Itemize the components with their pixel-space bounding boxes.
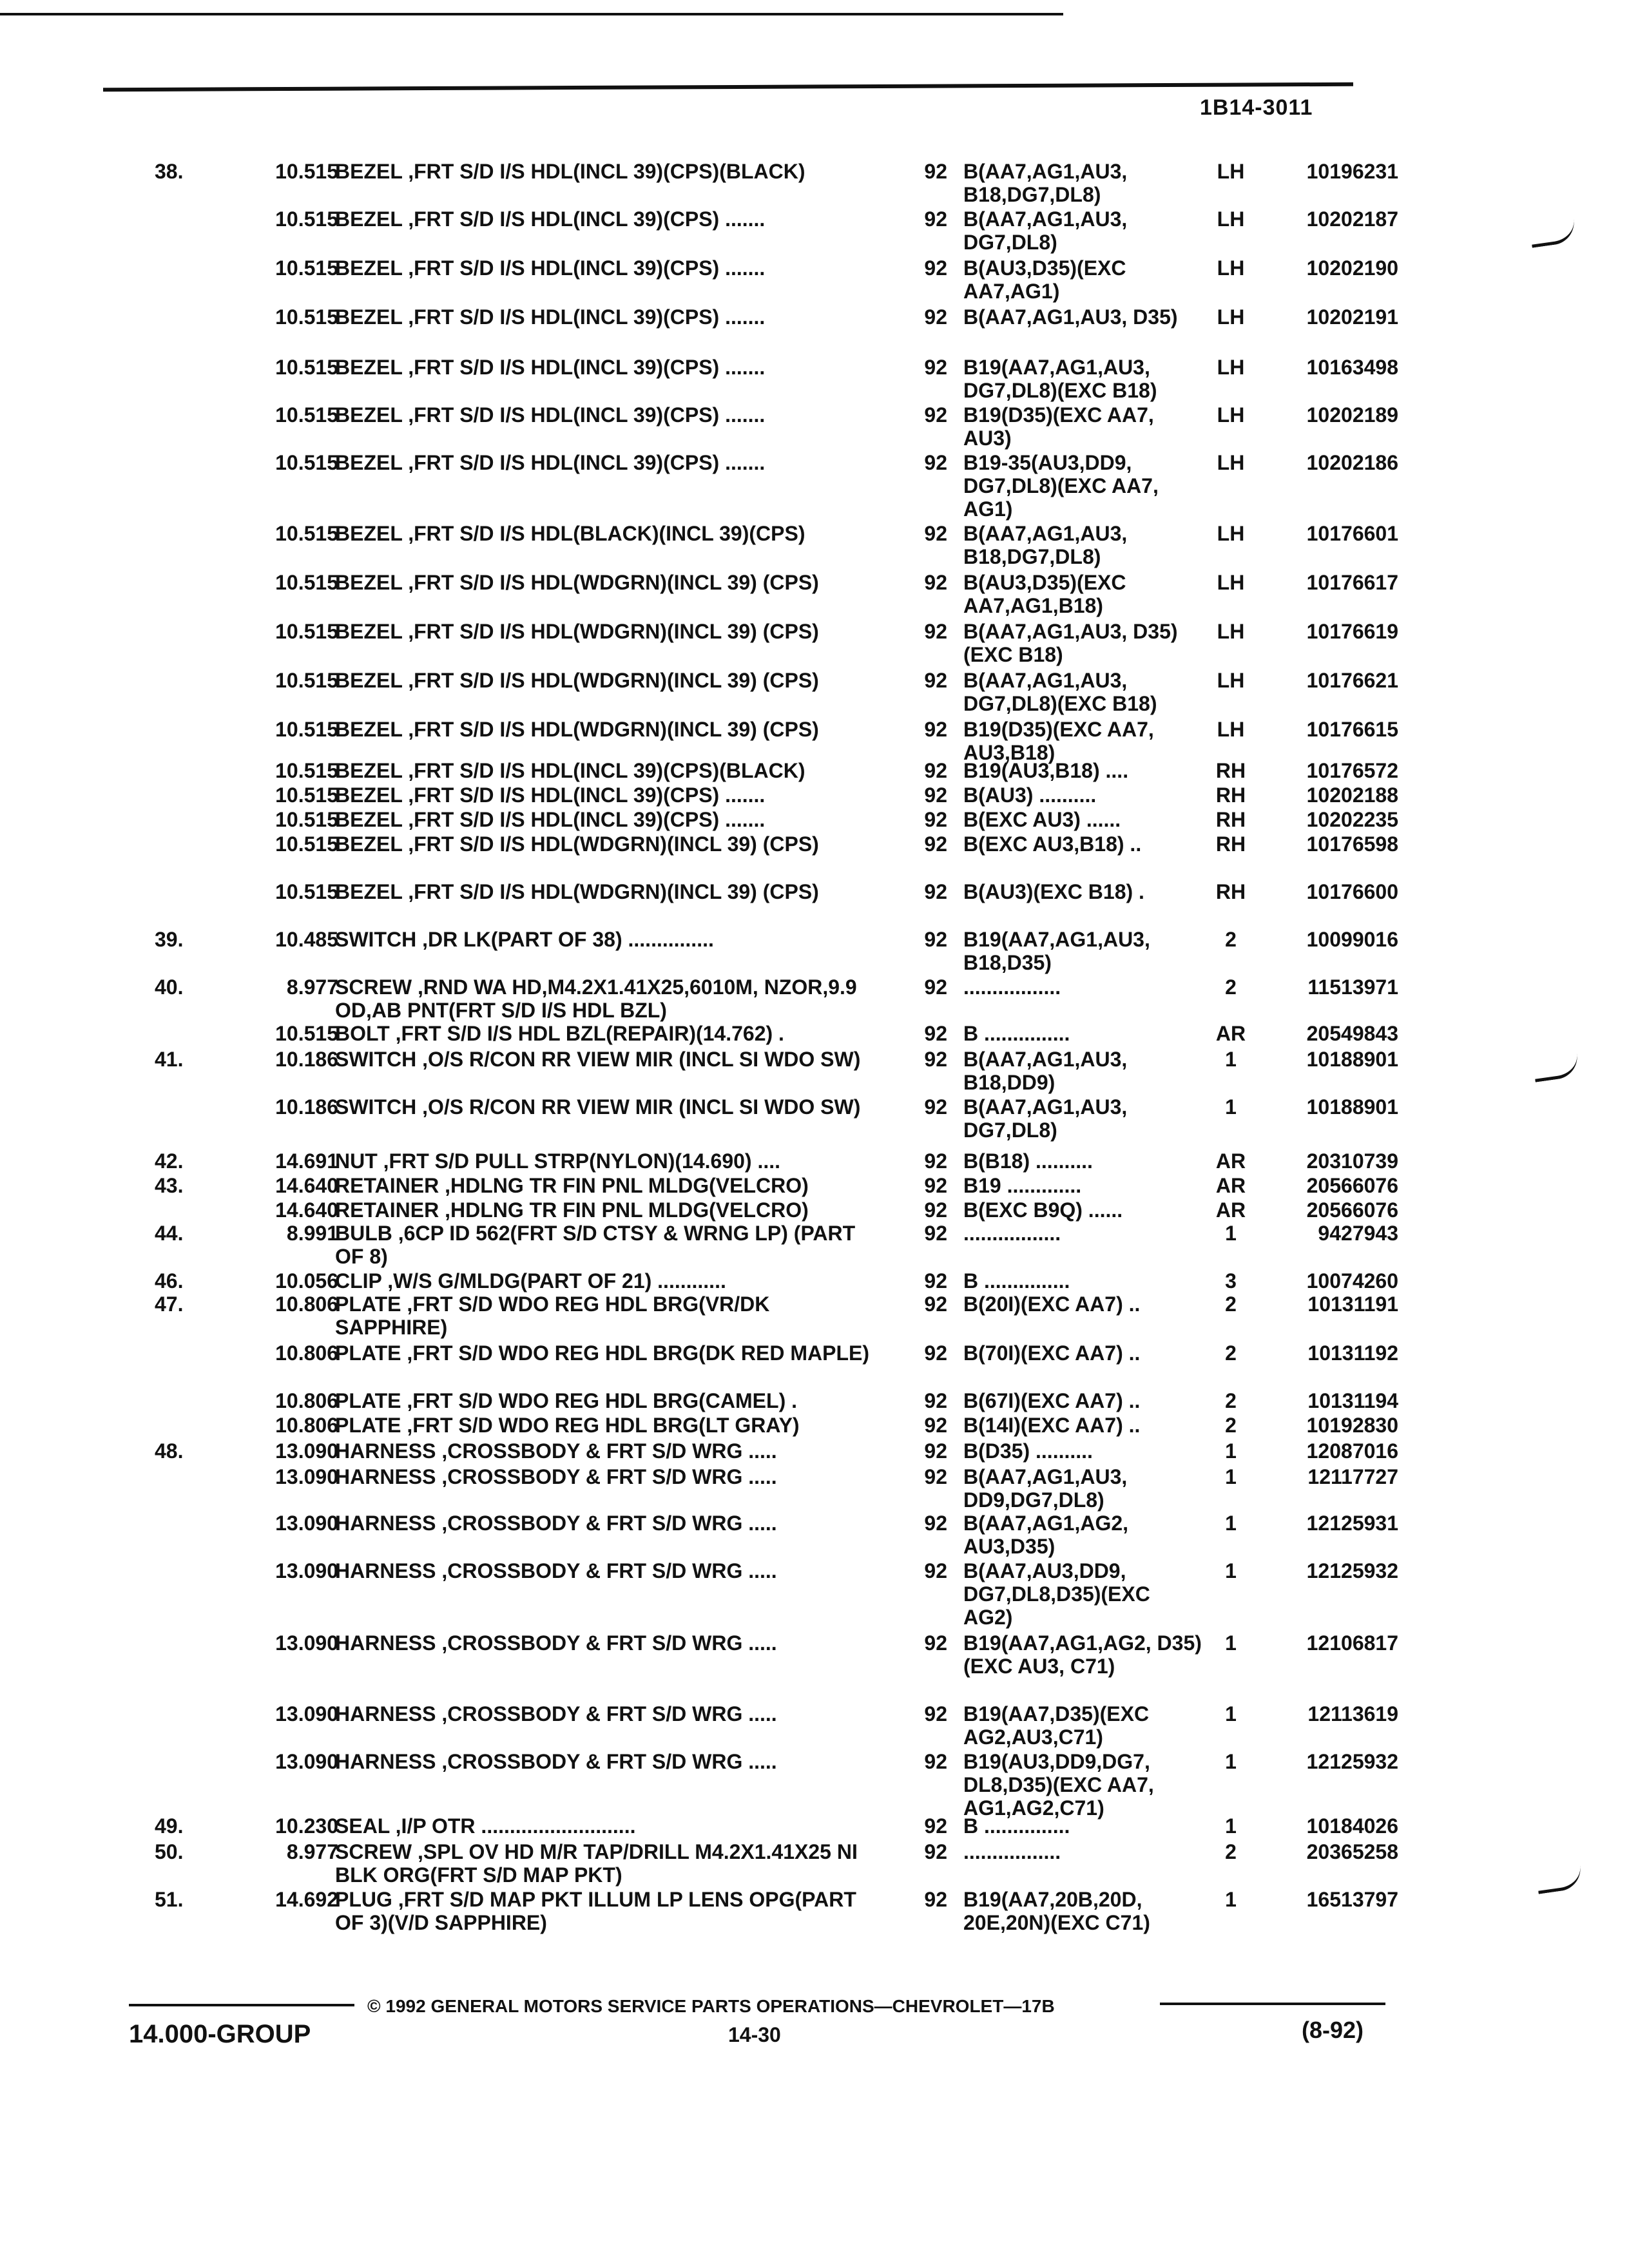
usage-code: B(AU3)(EXC B18) . <box>963 880 1144 903</box>
usage-code: B19(AA7,D35)(EXC AG2,AU3,C71) <box>963 1702 1150 1749</box>
part-description: SWITCH ,O/S R/CON RR VIEW MIR (INCL SI WDO SW) <box>335 1048 861 1071</box>
model-year: 92 <box>924 1048 947 1071</box>
part-number: 10196231 <box>1306 160 1398 183</box>
group-number: 10.056 <box>275 1269 338 1293</box>
part-number: 12125931 <box>1306 1512 1398 1535</box>
part-description: BEZEL ,FRT S/D I/S HDL(INCL 39)(CPS) ....... <box>335 403 766 427</box>
group-number: 10.515 <box>275 356 338 379</box>
part-description: SEAL ,I/P OTR ........................... <box>335 1814 636 1838</box>
group-number: 10.515 <box>275 160 338 183</box>
part-description: HARNESS ,CROSSBODY & FRT S/D WRG ..... <box>335 1465 777 1488</box>
index-number: 40. <box>155 975 184 999</box>
copyright-line: © 1992 GENERAL MOTORS SERVICE PARTS OPERATIONS—CHEVROLET—17B <box>367 1996 1055 2016</box>
quantity: AR <box>1215 1022 1246 1045</box>
part-description: CLIP ,W/S G/MLDG(PART OF 21) ............ <box>335 1269 726 1293</box>
quantity: 1 <box>1225 1439 1237 1463</box>
quantity: 3 <box>1225 1269 1237 1293</box>
part-number: 10176601 <box>1306 522 1398 545</box>
model-year: 92 <box>924 1465 947 1488</box>
part-description: BEZEL ,FRT S/D I/S HDL(WDGRN)(INCL 39) (CPS) <box>335 718 819 741</box>
usage-code: B(EXC AU3,B18) .. <box>963 832 1142 856</box>
group-number: 14.692 <box>275 1888 338 1911</box>
usage-code: B(AU3) .......... <box>963 783 1097 807</box>
quantity: 2 <box>1225 1414 1237 1437</box>
usage-code: ................. <box>963 1840 1061 1863</box>
usage-code: B(20I)(EXC AA7) .. <box>963 1293 1141 1316</box>
index-number: 39. <box>155 928 184 951</box>
index-number: 43. <box>155 1174 184 1197</box>
quantity: LH <box>1217 669 1245 692</box>
model-year: 92 <box>924 1888 947 1911</box>
usage-code: B(D35) .......... <box>963 1439 1093 1463</box>
part-number: 10202187 <box>1306 207 1398 231</box>
index-number: 47. <box>155 1293 184 1316</box>
quantity: 2 <box>1225 1840 1237 1863</box>
quantity: 2 <box>1225 975 1237 999</box>
model-year: 92 <box>924 759 947 782</box>
group-label: 14.000-GROUP <box>129 2020 311 2048</box>
group-number: 8.991 <box>286 1222 338 1245</box>
quantity: 1 <box>1225 1512 1237 1535</box>
quantity: RH <box>1215 759 1246 782</box>
model-year: 92 <box>924 571 947 594</box>
part-description: BEZEL ,FRT S/D I/S HDL(BLACK)(INCL 39)(CPS) <box>335 522 805 545</box>
part-number: 20566076 <box>1306 1198 1398 1222</box>
part-description: HARNESS ,CROSSBODY & FRT S/D WRG ..... <box>335 1512 777 1535</box>
part-description: PLATE ,FRT S/D WDO REG HDL BRG(LT GRAY) <box>335 1414 800 1437</box>
model-year: 92 <box>924 718 947 741</box>
part-number: 20566076 <box>1306 1174 1398 1197</box>
group-number: 10.515 <box>275 880 338 903</box>
quantity: RH <box>1215 808 1246 831</box>
model-year: 92 <box>924 783 947 807</box>
model-year: 92 <box>924 1149 947 1173</box>
part-number: 10131194 <box>1307 1389 1398 1412</box>
group-number: 10.515 <box>275 522 338 545</box>
model-year: 92 <box>924 1559 947 1582</box>
model-year: 92 <box>924 975 947 999</box>
group-number: 10.485 <box>275 928 338 951</box>
group-number: 10.515 <box>275 620 338 643</box>
usage-code: B19(AA7,20B,20D, 20E,20N)(EXC C71) <box>963 1888 1150 1934</box>
model-year: 92 <box>924 1414 947 1437</box>
part-description: BEZEL ,FRT S/D I/S HDL(WDGRN)(INCL 39) (CPS) <box>335 832 819 856</box>
part-description: BEZEL ,FRT S/D I/S HDL(INCL 39)(CPS)(BLACK) <box>335 160 805 183</box>
group-number: 10.515 <box>275 759 338 782</box>
part-description: BULB ,6CP ID 562(FRT S/D CTSY & WRNG LP) (PART OF 8) <box>335 1222 856 1268</box>
part-number: 12106817 <box>1306 1631 1398 1655</box>
part-description: HARNESS ,CROSSBODY & FRT S/D WRG ..... <box>335 1559 777 1582</box>
quantity: 1 <box>1225 1559 1237 1582</box>
part-number: 10163498 <box>1306 356 1398 379</box>
usage-code: B19-35(AU3,DD9, DG7,DL8)(EXC AA7, AG1) <box>963 451 1159 521</box>
group-number: 10.515 <box>275 669 338 692</box>
part-description: BEZEL ,FRT S/D I/S HDL(WDGRN)(INCL 39) (CPS) <box>335 669 819 692</box>
margin-mark <box>1536 1865 1583 1894</box>
model-year: 92 <box>924 1022 947 1045</box>
part-number: 10176598 <box>1306 832 1398 856</box>
model-year: 92 <box>924 1341 947 1365</box>
footer-rule-right <box>1160 2003 1385 2005</box>
part-description: BEZEL ,FRT S/D I/S HDL(WDGRN)(INCL 39) (CPS) <box>335 880 819 903</box>
usage-code: B(67I)(EXC AA7) .. <box>963 1389 1141 1412</box>
part-number: 12125932 <box>1306 1559 1398 1582</box>
quantity: LH <box>1217 571 1245 594</box>
part-description: BEZEL ,FRT S/D I/S HDL(INCL 39)(CPS) ....... <box>335 356 766 379</box>
usage-code: B19(D35)(EXC AA7, AU3,B18) <box>963 718 1154 764</box>
part-description: BEZEL ,FRT S/D I/S HDL(INCL 39)(CPS) ....... <box>335 783 766 807</box>
part-number: 12113619 <box>1307 1702 1398 1725</box>
group-number: 14.640 <box>275 1174 338 1197</box>
model-year: 92 <box>924 356 947 379</box>
group-number: 13.090 <box>275 1559 338 1582</box>
quantity: LH <box>1217 160 1245 183</box>
quantity: 2 <box>1225 1389 1237 1412</box>
usage-code: B(AA7,AG1,AU3, DD9,DG7,DL8) <box>963 1465 1128 1512</box>
quantity: 2 <box>1225 928 1237 951</box>
usage-code: B(70I)(EXC AA7) .. <box>963 1341 1141 1365</box>
part-number: 10202190 <box>1306 256 1398 280</box>
part-number: 10202191 <box>1306 305 1398 329</box>
part-description: SCREW ,RND WA HD,M4.2X1.41X25,6010M, NZOR,9.9 OD,AB PNT(FRT S/D I/S HDL BZL) <box>335 975 857 1022</box>
quantity: RH <box>1215 832 1246 856</box>
part-description: HARNESS ,CROSSBODY & FRT S/D WRG ..... <box>335 1702 777 1725</box>
part-number: 10188901 <box>1306 1095 1398 1119</box>
part-number: 10099016 <box>1306 928 1398 951</box>
model-year: 92 <box>924 403 947 427</box>
quantity: 1 <box>1225 1048 1237 1071</box>
part-number: 10176572 <box>1306 759 1398 782</box>
revision-date: (8-92) <box>1302 2017 1364 2043</box>
part-number: 10184026 <box>1306 1814 1398 1838</box>
part-description: NUT ,FRT S/D PULL STRP(NYLON)(14.690) .... <box>335 1149 781 1173</box>
model-year: 92 <box>924 832 947 856</box>
model-year: 92 <box>924 620 947 643</box>
usage-code: B(AA7,AG1,AU3, DG7,DL8) <box>963 1095 1128 1142</box>
usage-code: ................. <box>963 975 1061 999</box>
group-number: 10.806 <box>275 1293 338 1316</box>
model-year: 92 <box>924 1750 947 1773</box>
model-year: 92 <box>924 1814 947 1838</box>
usage-code: B(AA7,AG1,AU3, D35) <box>963 305 1178 329</box>
usage-code: B19 ............. <box>963 1174 1082 1197</box>
model-year: 92 <box>924 1840 947 1863</box>
quantity: 1 <box>1225 1095 1237 1119</box>
usage-code: B19(D35)(EXC AA7, AU3) <box>963 403 1154 450</box>
group-number: 10.186 <box>275 1048 338 1071</box>
group-number: 10.186 <box>275 1095 338 1119</box>
usage-code: B(AA7,AU3,DD9, DG7,DL8,D35)(EXC AG2) <box>963 1559 1150 1629</box>
part-description: HARNESS ,CROSSBODY & FRT S/D WRG ..... <box>335 1439 777 1463</box>
index-number: 48. <box>155 1439 184 1463</box>
model-year: 92 <box>924 1631 947 1655</box>
group-number: 10.515 <box>275 403 338 427</box>
part-number: 10176619 <box>1306 620 1398 643</box>
group-number: 10.515 <box>275 1022 338 1045</box>
part-number: 10176600 <box>1306 880 1398 903</box>
group-number: 10.806 <box>275 1341 338 1365</box>
quantity: 1 <box>1225 1631 1237 1655</box>
group-number: 8.977 <box>286 1840 338 1863</box>
part-description: BEZEL ,FRT S/D I/S HDL(INCL 39)(CPS) ....... <box>335 451 766 474</box>
model-year: 92 <box>924 1198 947 1222</box>
quantity: AR <box>1215 1149 1246 1173</box>
part-number: 12125932 <box>1306 1750 1398 1773</box>
usage-code: B ............... <box>963 1022 1070 1045</box>
group-number: 10.515 <box>275 256 338 280</box>
group-number: 13.090 <box>275 1631 338 1655</box>
page-number: 14-30 <box>728 2023 781 2046</box>
model-year: 92 <box>924 207 947 231</box>
part-description: PLATE ,FRT S/D WDO REG HDL BRG(VR/DK SAPPHIRE) <box>335 1293 770 1339</box>
usage-code: B(AA7,AG1,AG2, AU3,D35) <box>963 1512 1129 1558</box>
part-description: BEZEL ,FRT S/D I/S HDL(WDGRN)(INCL 39) (CPS) <box>335 571 819 594</box>
part-number: 10202186 <box>1306 451 1398 474</box>
header-rule <box>103 82 1353 91</box>
part-description: BEZEL ,FRT S/D I/S HDL(INCL 39)(CPS)(BLACK) <box>335 759 805 782</box>
model-year: 92 <box>924 1702 947 1725</box>
group-number: 14.640 <box>275 1198 338 1222</box>
quantity: LH <box>1217 451 1245 474</box>
part-description: BEZEL ,FRT S/D I/S HDL(WDGRN)(INCL 39) (CPS) <box>335 620 819 643</box>
model-year: 92 <box>924 1222 947 1245</box>
model-year: 92 <box>924 1512 947 1535</box>
usage-code: B19(AU3,B18) .... <box>963 759 1129 782</box>
usage-code: B19(AA7,AG1,AU3, DG7,DL8)(EXC B18) <box>963 356 1157 402</box>
index-number: 49. <box>155 1814 184 1838</box>
usage-code: B(AA7,AG1,AU3, B18,DD9) <box>963 1048 1128 1094</box>
part-number: 10202235 <box>1306 808 1398 831</box>
part-description: BEZEL ,FRT S/D I/S HDL(INCL 39)(CPS) ....... <box>335 305 766 329</box>
part-description: PLATE ,FRT S/D WDO REG HDL BRG(CAMEL) . <box>335 1389 797 1412</box>
group-number: 10.806 <box>275 1389 338 1412</box>
usage-code: B19(AA7,AG1,AU3, B18,D35) <box>963 928 1150 974</box>
group-number: 10.515 <box>275 832 338 856</box>
model-year: 92 <box>924 1293 947 1316</box>
quantity: LH <box>1217 207 1245 231</box>
part-description: BEZEL ,FRT S/D I/S HDL(INCL 39)(CPS) ....... <box>335 256 766 280</box>
model-year: 92 <box>924 880 947 903</box>
part-description: BEZEL ,FRT S/D I/S HDL(INCL 39)(CPS) ....... <box>335 808 766 831</box>
quantity: 1 <box>1225 1222 1237 1245</box>
usage-code: ................. <box>963 1222 1061 1245</box>
model-year: 92 <box>924 1389 947 1412</box>
part-number: 10131191 <box>1307 1293 1398 1316</box>
model-year: 92 <box>924 1174 947 1197</box>
group-number: 10.515 <box>275 451 338 474</box>
usage-code: B(AU3,D35)(EXC AA7,AG1,B18) <box>963 571 1126 617</box>
part-number: 10176621 <box>1306 669 1398 692</box>
model-year: 92 <box>924 808 947 831</box>
model-year: 92 <box>924 669 947 692</box>
group-number: 8.977 <box>286 975 338 999</box>
usage-code: B ............... <box>963 1269 1070 1293</box>
usage-code: B(B18) .......... <box>963 1149 1093 1173</box>
quantity: 2 <box>1225 1293 1237 1316</box>
quantity: RH <box>1215 783 1246 807</box>
model-year: 92 <box>924 522 947 545</box>
model-year: 92 <box>924 1095 947 1119</box>
part-number: 10188901 <box>1306 1048 1398 1071</box>
part-number: 10131192 <box>1307 1341 1398 1365</box>
index-number: 46. <box>155 1269 184 1293</box>
quantity: 1 <box>1225 1888 1237 1911</box>
part-description: HARNESS ,CROSSBODY & FRT S/D WRG ..... <box>335 1750 777 1773</box>
group-number: 13.090 <box>275 1702 338 1725</box>
catalog-code: 1B14-3011 <box>1200 95 1313 120</box>
group-number: 10.515 <box>275 783 338 807</box>
index-number: 41. <box>155 1048 184 1071</box>
quantity: LH <box>1217 522 1245 545</box>
usage-code: B(14I)(EXC AA7) .. <box>963 1414 1141 1437</box>
quantity: LH <box>1217 356 1245 379</box>
usage-code: B(AA7,AG1,AU3, DG7,DL8) <box>963 207 1128 254</box>
model-year: 92 <box>924 1439 947 1463</box>
group-number: 10.515 <box>275 305 338 329</box>
usage-code: B(AA7,AG1,AU3, B18,DG7,DL8) <box>963 522 1128 568</box>
group-number: 10.515 <box>275 207 338 231</box>
quantity: 1 <box>1225 1702 1237 1725</box>
quantity: LH <box>1217 305 1245 329</box>
usage-code: B19(AA7,AG1,AG2, D35)(EXC AU3, C71) <box>963 1631 1202 1678</box>
group-number: 13.090 <box>275 1512 338 1535</box>
part-number: 10202189 <box>1306 403 1398 427</box>
part-number: 9427943 <box>1318 1222 1398 1245</box>
quantity: 2 <box>1225 1341 1237 1365</box>
part-number: 10202188 <box>1306 783 1398 807</box>
part-description: HARNESS ,CROSSBODY & FRT S/D WRG ..... <box>335 1631 777 1655</box>
part-description: SWITCH ,O/S R/CON RR VIEW MIR (INCL SI WDO SW) <box>335 1095 861 1119</box>
group-number: 10.515 <box>275 571 338 594</box>
quantity: LH <box>1217 256 1245 280</box>
quantity: 1 <box>1225 1814 1237 1838</box>
part-number: 10074260 <box>1306 1269 1398 1293</box>
usage-code: B19(AU3,DD9,DG7, DL8,D35)(EXC AA7, AG1,AG2,C71) <box>963 1750 1154 1820</box>
part-number: 10192830 <box>1306 1414 1398 1437</box>
index-number: 51. <box>155 1888 184 1911</box>
part-description: SWITCH ,DR LK(PART OF 38) ............... <box>335 928 714 951</box>
part-number: 10176617 <box>1306 571 1398 594</box>
quantity: LH <box>1217 718 1245 741</box>
model-year: 92 <box>924 928 947 951</box>
part-description: PLATE ,FRT S/D WDO REG HDL BRG(DK RED MAPLE) <box>335 1341 870 1365</box>
quantity: LH <box>1217 620 1245 643</box>
model-year: 92 <box>924 256 947 280</box>
margin-mark <box>1529 219 1577 247</box>
usage-code: B(AU3,D35)(EXC AA7,AG1) <box>963 256 1126 303</box>
part-description: BOLT ,FRT S/D I/S HDL BZL(REPAIR)(14.762) . <box>335 1022 784 1045</box>
part-number: 20549843 <box>1306 1022 1398 1045</box>
index-number: 42. <box>155 1149 184 1173</box>
model-year: 92 <box>924 451 947 474</box>
usage-code: B(EXC B9Q) ...... <box>963 1198 1123 1222</box>
quantity: 1 <box>1225 1465 1237 1488</box>
part-description: BEZEL ,FRT S/D I/S HDL(INCL 39)(CPS) ....... <box>335 207 766 231</box>
part-number: 20310739 <box>1306 1149 1398 1173</box>
top-edge-rule <box>0 13 1063 15</box>
part-number: 20365258 <box>1306 1840 1398 1863</box>
usage-code: B(EXC AU3) ...... <box>963 808 1121 831</box>
index-number: 50. <box>155 1840 184 1863</box>
quantity: LH <box>1217 403 1245 427</box>
part-number: 10176615 <box>1306 718 1398 741</box>
group-number: 13.090 <box>275 1439 338 1463</box>
part-description: PLUG ,FRT S/D MAP PKT ILLUM LP LENS OPG(PART OF 3)(V/D SAPPHIRE) <box>335 1888 856 1934</box>
usage-code: B(AA7,AG1,AU3, DG7,DL8)(EXC B18) <box>963 669 1157 715</box>
model-year: 92 <box>924 160 947 183</box>
usage-code: B(AA7,AG1,AU3, D35)(EXC B18) <box>963 620 1178 666</box>
group-number: 13.090 <box>275 1750 338 1773</box>
part-number: 12087016 <box>1306 1439 1398 1463</box>
part-number: 12117727 <box>1307 1465 1398 1488</box>
group-number: 10.515 <box>275 808 338 831</box>
group-number: 10.806 <box>275 1414 338 1437</box>
usage-code: B(AA7,AG1,AU3, B18,DG7,DL8) <box>963 160 1128 206</box>
quantity: RH <box>1215 880 1246 903</box>
footer-rule-left <box>129 2004 354 2006</box>
quantity: AR <box>1215 1174 1246 1197</box>
model-year: 92 <box>924 305 947 329</box>
quantity: AR <box>1215 1198 1246 1222</box>
usage-code: B ............... <box>963 1814 1070 1838</box>
index-number: 38. <box>155 160 184 183</box>
model-year: 92 <box>924 1269 947 1293</box>
part-description: RETAINER ,HDLNG TR FIN PNL MLDG(VELCRO) <box>335 1198 809 1222</box>
part-number: 16513797 <box>1306 1888 1398 1911</box>
part-description: RETAINER ,HDLNG TR FIN PNL MLDG(VELCRO) <box>335 1174 809 1197</box>
part-number: 11513971 <box>1307 975 1398 999</box>
margin-mark <box>1532 1053 1580 1082</box>
group-number: 13.090 <box>275 1465 338 1488</box>
part-description: SCREW ,SPL OV HD M/R TAP/DRILL M4.2X1.41X25 NI BLK ORG(FRT S/D MAP PKT) <box>335 1840 858 1887</box>
group-number: 10.230 <box>275 1814 338 1838</box>
group-number: 10.515 <box>275 718 338 741</box>
group-number: 14.691 <box>275 1149 338 1173</box>
quantity: 1 <box>1225 1750 1237 1773</box>
index-number: 44. <box>155 1222 184 1245</box>
